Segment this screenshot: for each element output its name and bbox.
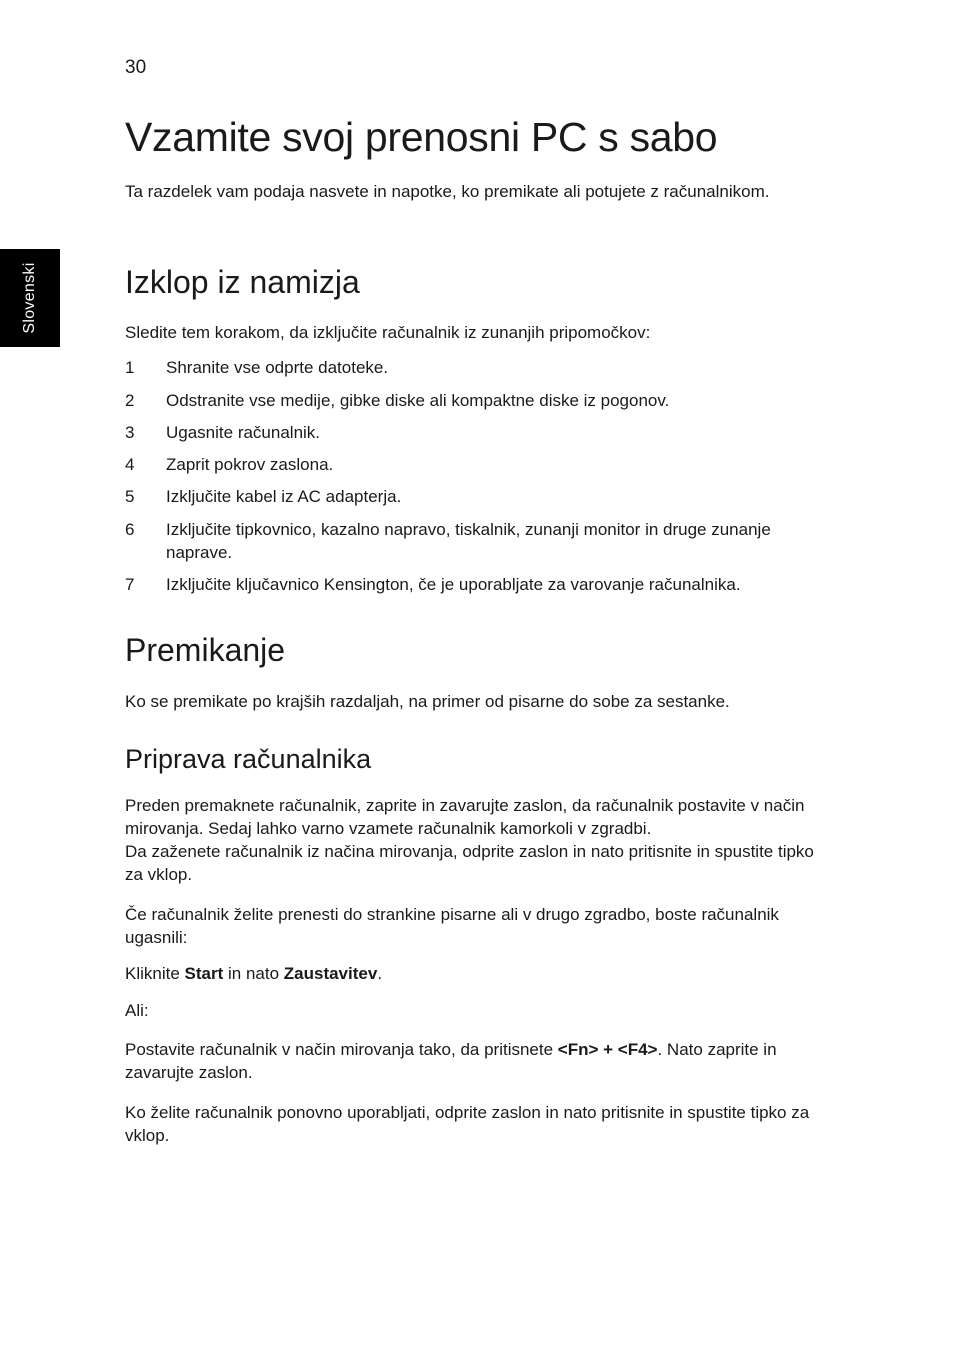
subsection-heading-preparation: Priprava računalnika (125, 744, 372, 774)
language-side-tab (0, 249, 60, 347)
list-item-number: 6 (125, 520, 135, 539)
preparation-paragraph-6: Ko želite računalnik ponovno uporabljati, odprite zaslon in nato pritisnite in spustite tipko za vklop. (125, 1103, 810, 1145)
text-run: in nato (223, 964, 284, 983)
preparation-paragraph-1b-text: Da zaženete računalnik iz načina mirovanja, odprite zaslon in nato pritisnite in spustite tipko za vklop. (125, 842, 814, 884)
page-title: Vzamite svoj prenosni PC s sabo (125, 114, 718, 160)
list-item-text: Zaprit pokrov zaslona. (166, 455, 334, 474)
list-item-text: Izključite tipkovnico, kazalno napravo, tiskalnik, zunanji monitor in druge zunanje naprave. (166, 520, 771, 562)
intro-paragraph: Ta razdelek vam podaja nasvete in napotke, ko premikate ali potujete z računalnikom. (125, 182, 770, 201)
section-heading-disconnect: Izklop iz namizja (125, 264, 360, 300)
shutdown-label: Zaustavitev (283, 964, 378, 983)
text-run: Kliknite (125, 964, 185, 983)
list-item-text: Odstranite vse medije, gibke diske ali kompaktne diske iz pogonov. (166, 391, 670, 410)
list-item-text: Ugasnite računalnik. (166, 423, 321, 442)
preparation-paragraph-1-text: Preden premaknete računalnik, zaprite in zavarujte zaslon, da računalnik postavite v način mirovanja. Sedaj lahko varno vzamete računalnik kamorkoli v zgradbi. (125, 796, 805, 838)
preparation-paragraph-1 (125, 794, 815, 886)
list-item-number: 5 (125, 487, 135, 506)
key-combo-label: <Fn> + <F4> (557, 1040, 658, 1059)
list-item-text: Izključite ključavnico Kensington, če je uporabljate za varovanje računalnika. (166, 575, 741, 594)
disconnect-lead: Sledite tem korakom, da izključite računalnik iz zunanjih pripomočkov: (125, 323, 651, 342)
list-item-text: Shranite vse odprte datoteke. (166, 358, 389, 377)
text-run: Postavite računalnik v način mirovanja tako, da pritisnete (125, 1040, 558, 1059)
preparation-paragraph-4: Ali: (125, 1001, 149, 1020)
language-tab-label: Slovenski (21, 262, 38, 334)
start-label: Start (184, 964, 224, 983)
list-item-number: 1 (125, 358, 135, 377)
page-number: 30 (125, 57, 147, 78)
text-run: . Nato zaprite in zavarujte zaslon. (125, 1040, 777, 1082)
list-item-number: 3 (125, 423, 135, 442)
list-item-number: 2 (125, 391, 135, 410)
preparation-paragraph-3 (125, 962, 815, 985)
preparation-paragraph-2: Če računalnik želite prenesti do strankine pisarne ali v drugo zgradbo, boste računalnik ugasnili: (125, 905, 779, 947)
list-item-number: 4 (125, 455, 135, 474)
moving-lead: Ko se premikate po krajših razdaljah, na primer od pisarne do sobe za sestanke. (125, 692, 730, 711)
list-item-text: Izključite kabel iz AC adapterja. (166, 487, 402, 506)
preparation-paragraph-5 (125, 1038, 815, 1084)
text-run: . (377, 964, 383, 983)
section-heading-moving: Premikanje (125, 632, 286, 668)
list-item-number: 7 (125, 575, 135, 594)
